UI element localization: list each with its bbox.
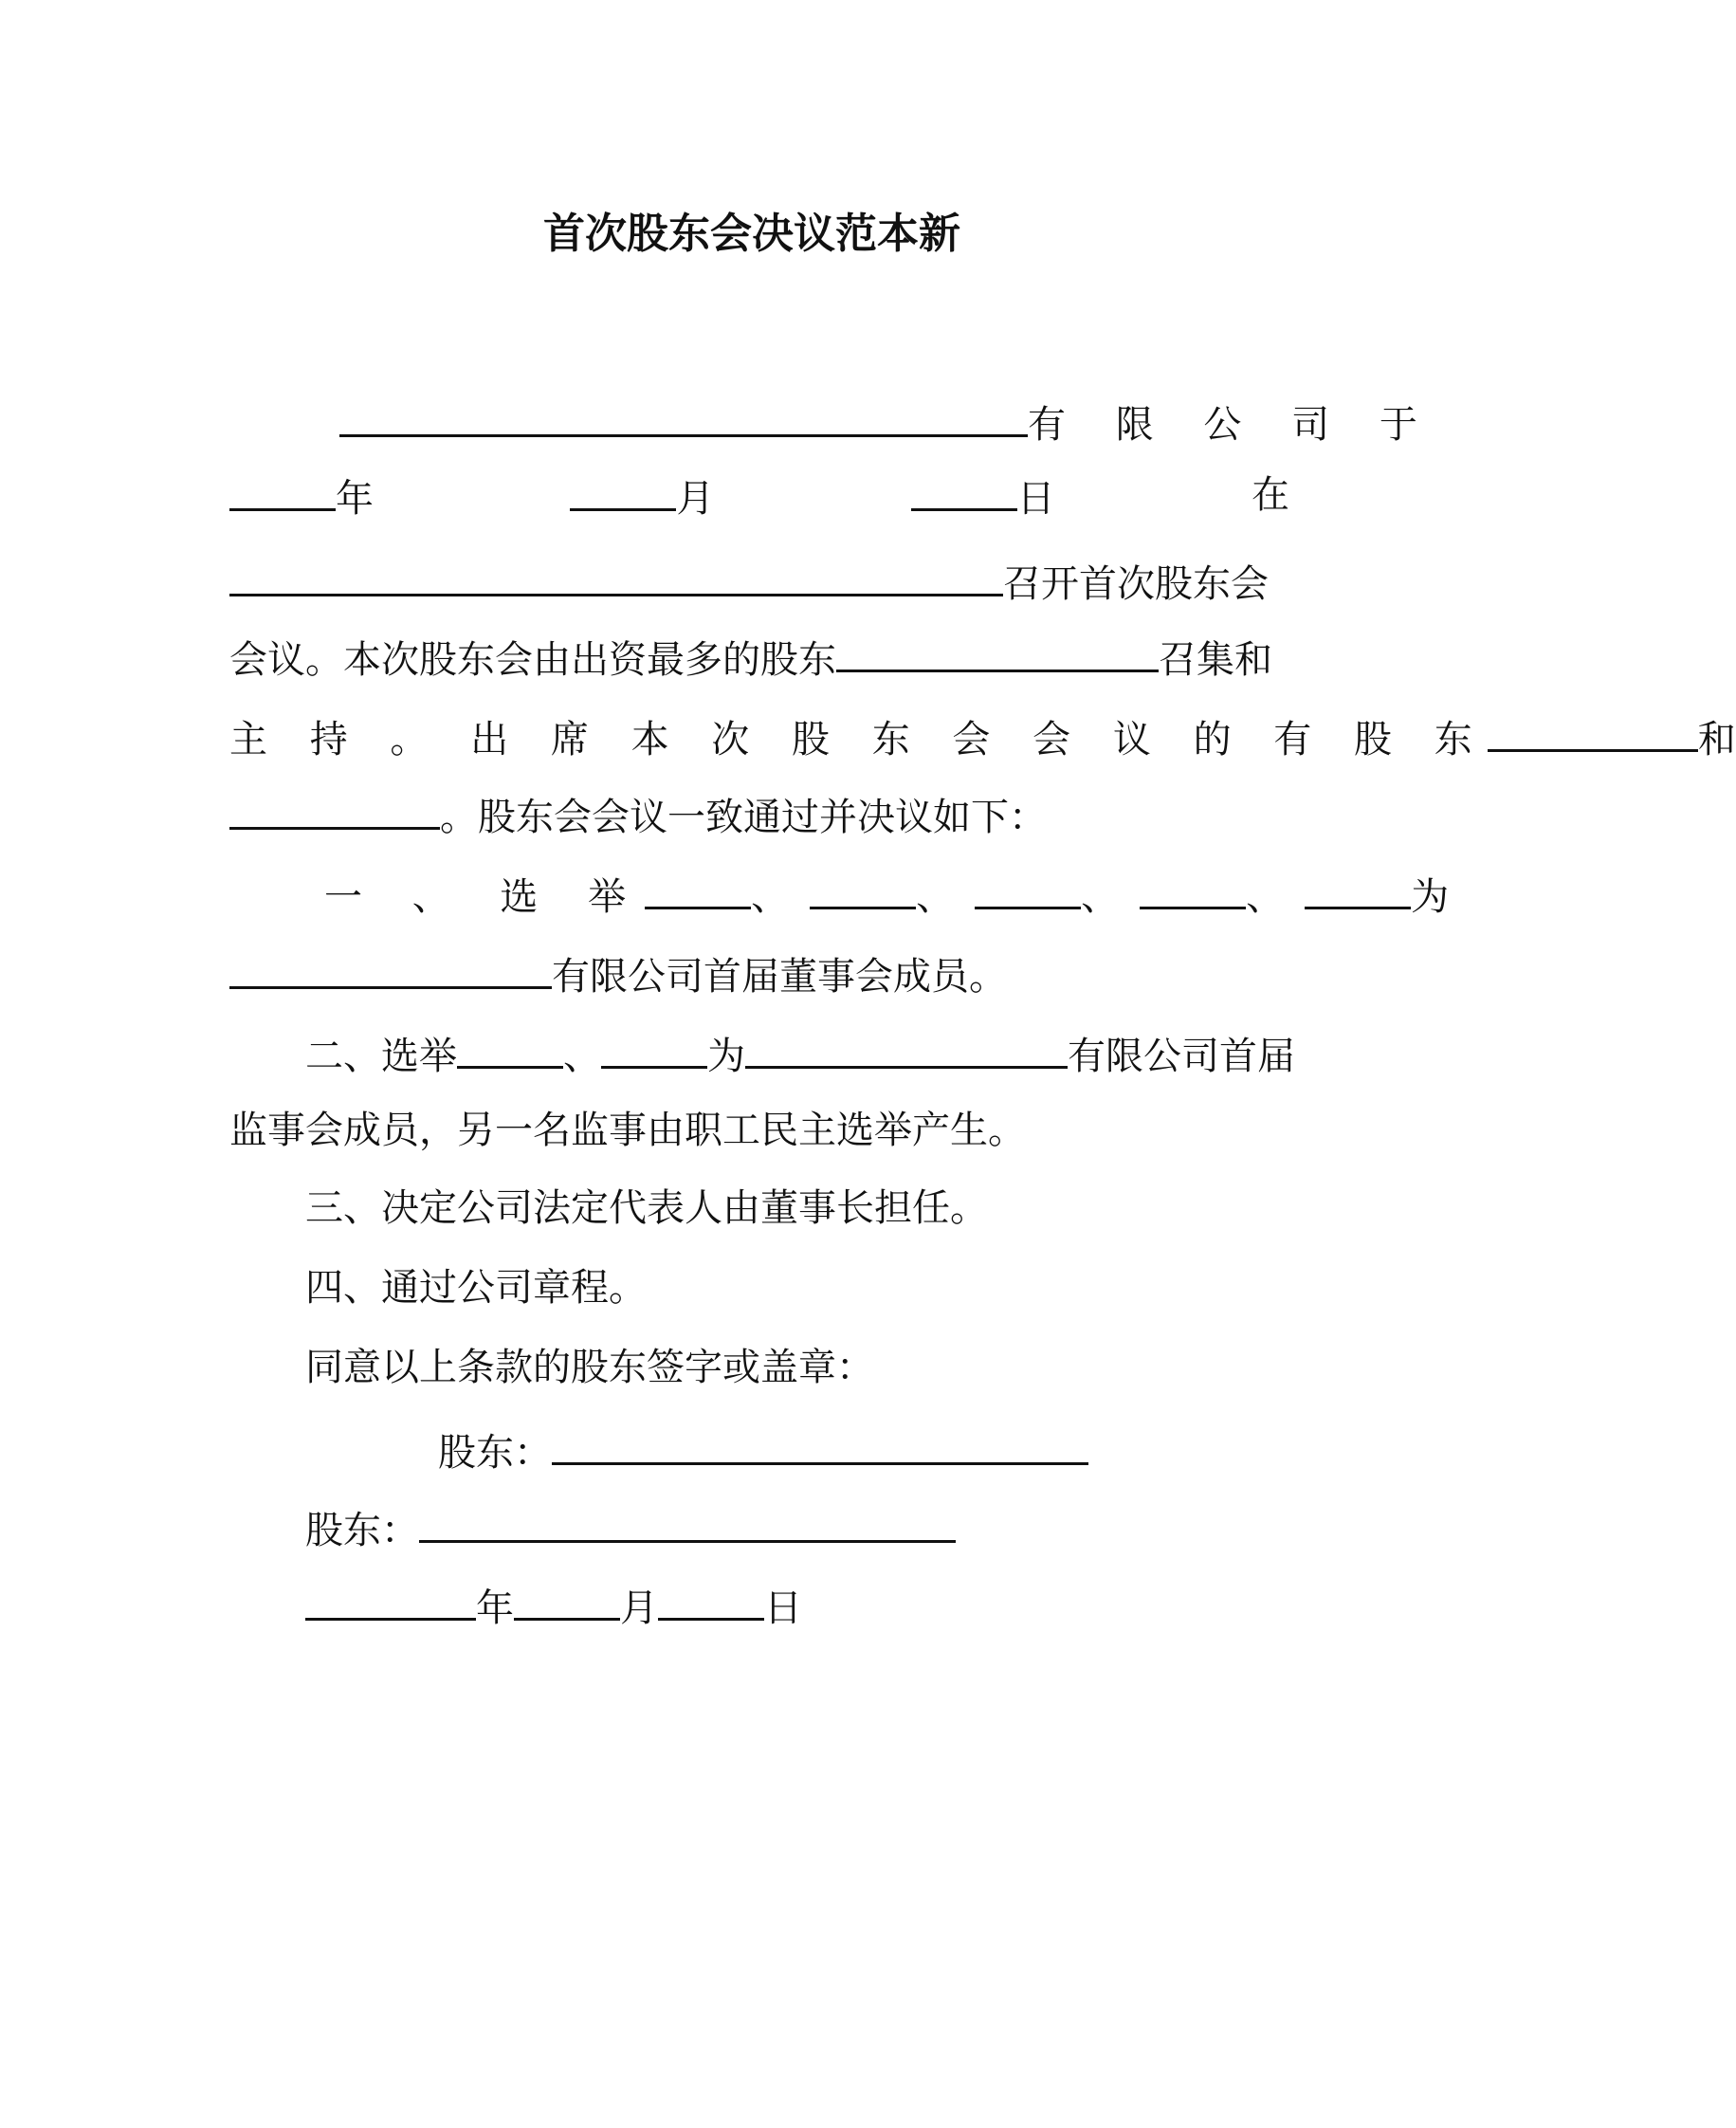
day-blank xyxy=(911,472,1017,511)
para1-line3 xyxy=(229,558,1269,607)
supervisor-blank-1 xyxy=(457,1030,563,1069)
convener-blank xyxy=(836,633,1159,672)
company-name-blank xyxy=(339,398,1028,437)
para1-line4: 会议。本次股东会由出资最多的股东 召集和 xyxy=(229,633,1272,683)
sign-year-blank xyxy=(305,1582,476,1621)
item1-line1: 一 、 选 举 、 、 、 、 为 xyxy=(324,871,1449,920)
signature-date: 年 月 日 xyxy=(305,1582,802,1631)
shareholder-blank-1 xyxy=(552,1426,1088,1465)
board-company-blank xyxy=(229,950,552,989)
item1-line2: 有限公司首届董事会成员。 xyxy=(229,950,1007,1000)
para1-line6: 。股东会会议一致通过并决议如下： xyxy=(229,791,1047,840)
item4: 四、通过公司章程。 xyxy=(305,1266,647,1310)
supervisor-company-blank xyxy=(745,1030,1068,1069)
month-field: 月 xyxy=(570,472,714,522)
sign-month-blank xyxy=(514,1582,620,1621)
para1-line1 xyxy=(339,398,1436,448)
shareholder-signature-1: 股东： xyxy=(438,1426,1088,1476)
director-blank-5 xyxy=(1305,871,1411,909)
supervisor-blank-2 xyxy=(601,1030,707,1069)
document-title: 首次股东会决议范本新 xyxy=(543,210,960,258)
item2-line1: 二、选举 、 为 有限公司首届 xyxy=(305,1030,1295,1079)
location-label: 在 xyxy=(1251,473,1289,517)
day-field: 日 xyxy=(911,472,1055,522)
signature-intro: 同意以上条款的股东签字或盖章： xyxy=(305,1346,874,1389)
attendee-blank-1 xyxy=(1488,713,1698,752)
year-field: 年 xyxy=(229,472,374,522)
company-suffix-text: 有 限 公 司 于 xyxy=(1028,403,1436,447)
director-blank-2 xyxy=(810,871,916,909)
para1-line2 xyxy=(229,472,1289,522)
para1-line5: 主 持 。 出 席 本 次 股 东 会 会 议 的 有 股 东 和 xyxy=(229,713,1736,762)
shareholder-blank-2 xyxy=(419,1504,956,1543)
month-blank xyxy=(570,472,676,511)
sign-day-blank xyxy=(658,1582,764,1621)
year-blank xyxy=(229,472,336,511)
attendee-blank-2 xyxy=(229,791,440,830)
shareholder-signature-2: 股东： xyxy=(305,1504,956,1553)
director-blank-1 xyxy=(645,871,751,909)
director-blank-3 xyxy=(975,871,1081,909)
meeting-text: 召开首次股东会 xyxy=(1003,562,1269,606)
item2-line2: 监事会成员，另一名监事由职工民主选举产生。 xyxy=(229,1109,1026,1152)
location-blank xyxy=(229,558,1003,596)
director-blank-4 xyxy=(1140,871,1246,909)
item3: 三、决定公司法定代表人由董事长担任。 xyxy=(305,1186,988,1230)
